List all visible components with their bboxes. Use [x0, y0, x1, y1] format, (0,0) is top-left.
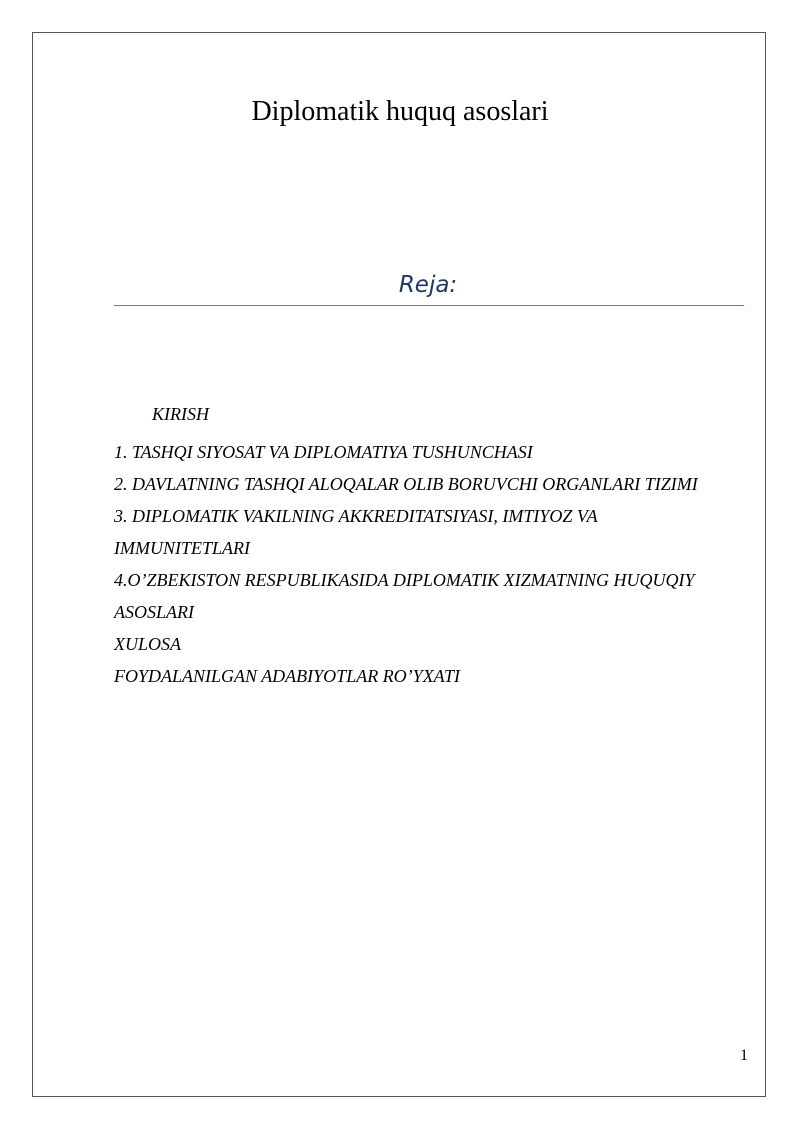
heading-underline: [114, 305, 744, 306]
toc-item-3: 3. DIPLOMATIK VAKILNING AKKREDITATSIYASI, IMTIYOZ VA: [114, 506, 598, 526]
toc-item-references: FOYDALANILGAN ADABIYOTLAR RO’YXATI: [114, 666, 461, 686]
toc-item-3-continued: IMMUNITETLARI: [114, 538, 250, 558]
table-of-contents: [114, 398, 754, 692]
toc-item-2: 2. DAVLATNING TASHQI ALOQALAR OLIB BORUVCHI ORGANLARI TIZIMI: [114, 474, 698, 494]
toc-item-4: 4.O’ZBEKISTON RESPUBLIKASIDA DIPLOMATIK XIZMATNING HUQUQIY: [114, 570, 695, 590]
toc-item-4-continued: ASOSLARI: [114, 602, 194, 622]
toc-item-intro: KIRISH: [152, 404, 209, 424]
toc-item-1: 1. TASHQI SIYOSAT VA DIPLOMATIYA TUSHUNCHASI: [114, 442, 533, 462]
page-number: 1: [740, 1047, 748, 1064]
plan-heading: Reja:: [398, 272, 458, 298]
toc-item-conclusion: XULOSA: [114, 634, 181, 654]
document-title: Diplomatik huquq asoslari: [251, 96, 549, 127]
